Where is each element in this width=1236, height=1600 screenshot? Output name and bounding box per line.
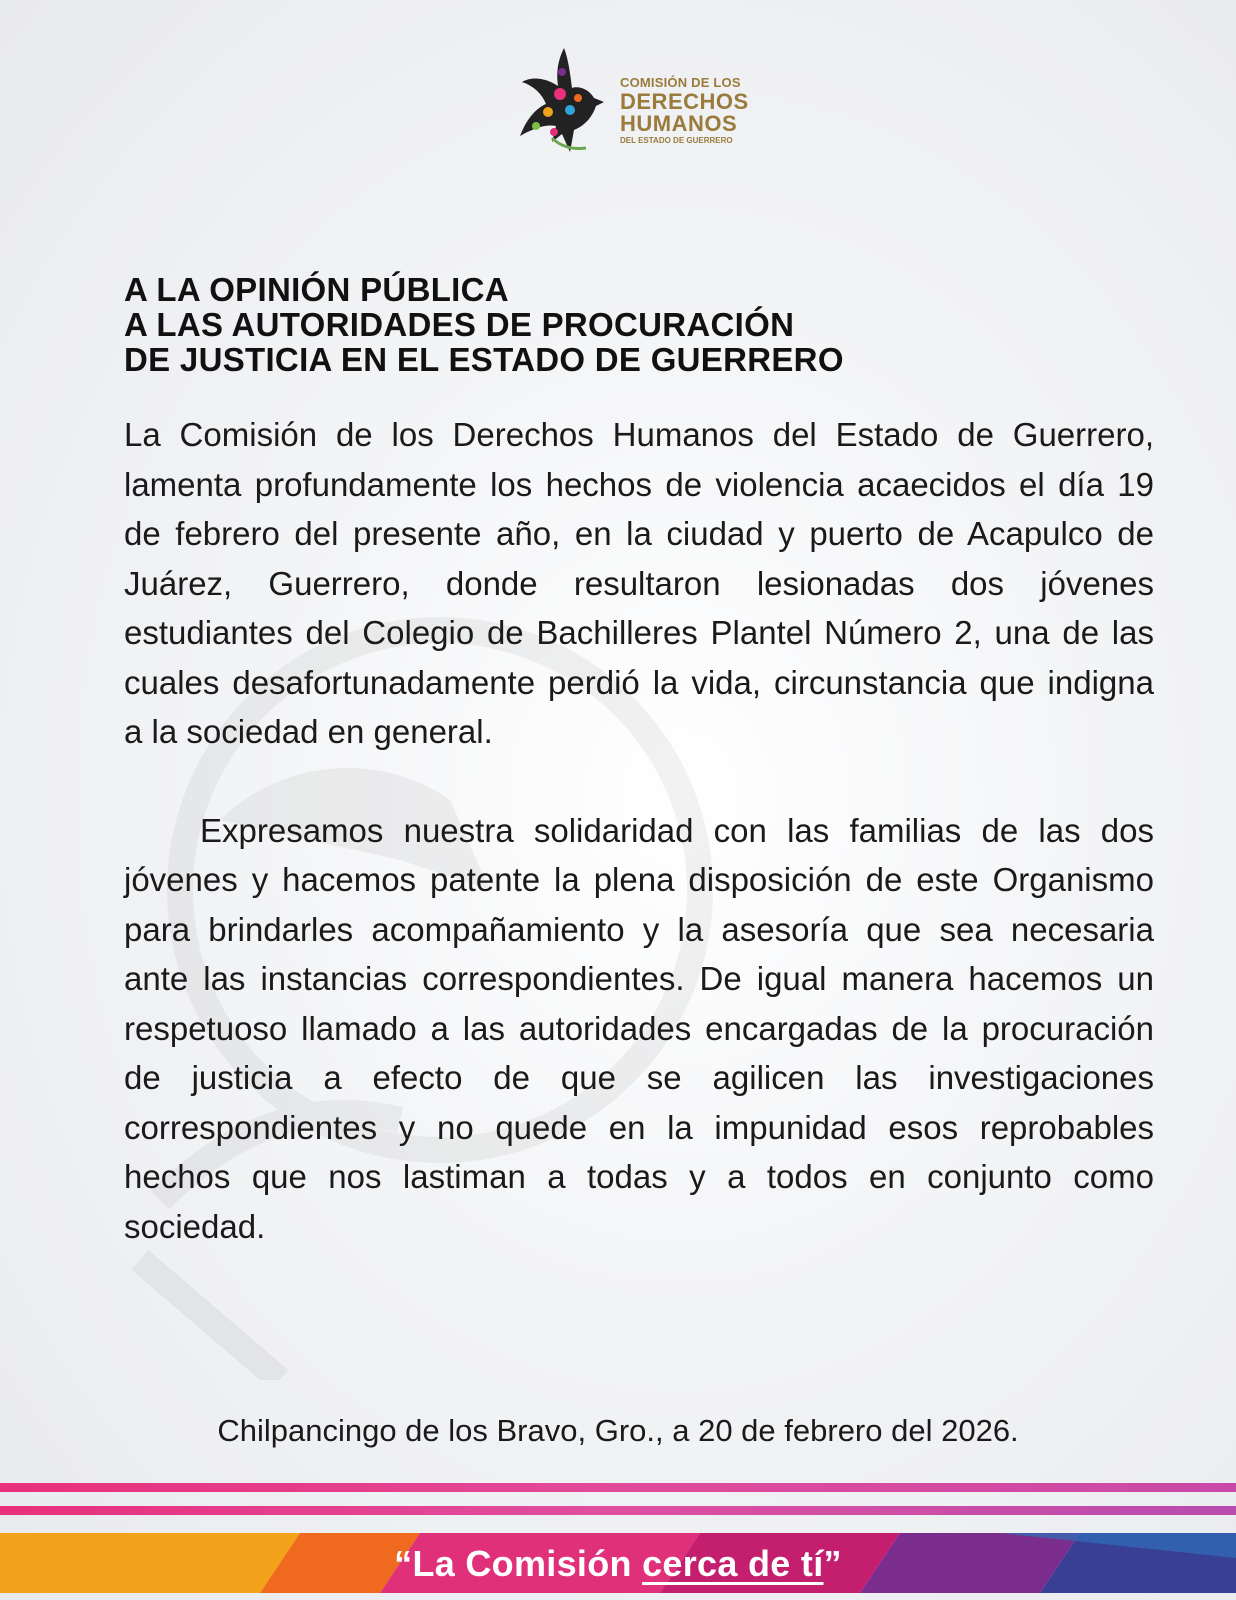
logo-line-1: COMISIÓN DE LOS [620,75,741,90]
heading-line-2: A LAS AUTORIDADES DE PROCURACIÓN [124,306,795,343]
slogan-prefix: “La Comisión [394,1543,643,1584]
heading-line-3: DE JUSTICIA EN EL ESTADO DE GUERRERO [124,341,844,378]
footer-slogan [0,1543,1236,1585]
paragraph-1: La Comisión de los Derechos Humanos del Estado de Guerrero, lamenta profundamente los hechos de violencia acaecidos el día 19 de febrero del presente año, en la ciudad y puerto de Acapulco de Juárez, Guerrero, donde resultaron lesionadas dos jóvenes estudiantes del Colegio de Bachilleres Plantel Número 2, una de las cuales desafortunadamente perdió la vida, circunstancia que indigna a la sociedad en general. [124,416,1154,750]
logo-line-3: HUMANOS [620,111,738,136]
statement-body [124,410,1154,1251]
divider-stripe-2 [0,1506,1236,1515]
slogan-underlined: cerca de tí [642,1543,824,1584]
dateline: Chilpancingo de los Bravo, Gro., a 20 de febrero del 2026. [217,1413,1019,1448]
address-heading [124,272,1124,377]
logo-line-2: DERECHOS [620,89,749,114]
dove-icon [512,42,604,160]
logo-wordmark [620,76,749,145]
commission-logo [512,42,772,160]
heading-line-1: A LA OPINIÓN PÚBLICA [124,271,509,308]
slogan-suffix: ” [823,1543,842,1584]
footer-banner [0,1533,1236,1593]
paragraph-2: Expresamos nuestra solidaridad con las familias de las dos jóvenes y hacemos patente la plena disposición de este Organismo para brindarles acompañamiento y la asesoría que sea necesaria ante las instancias correspondientes. De igual manera hacemos un respetuoso llamado a las autoridades encargadas de la procuración de justicia a efecto de que se agilicen las investigaciones correspondientes y no quede en la impunidad esos reprobables hechos que nos lastiman a todas y a todos en conjunto como sociedad. [124,811,1154,1245]
divider-stripe-1 [0,1483,1236,1492]
logo-line-4: DEL ESTADO DE GUERRERO [620,136,733,145]
